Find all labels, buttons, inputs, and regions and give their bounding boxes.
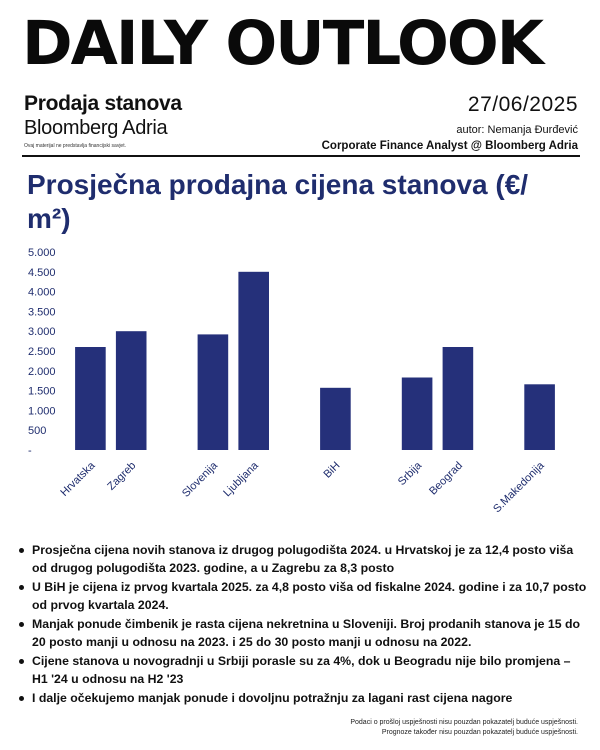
bar-ljubljana [238, 272, 269, 450]
bullet-item: Prosječna cijena novih stanova iz drugog polugodišta 2024. u Hrvatskoj je za 12,4 posto viša od drugog polugodišta 2023. godine, a u Zagrebu za 8,3 posto [18, 541, 588, 577]
y-tick-label: 500 [28, 425, 47, 438]
brand-name: Bloomberg Adria [24, 117, 168, 139]
bullet-item: I dalje očekujemo manjak ponude i dovoljnu potražnju za lagani rast cijena nagore [18, 689, 588, 707]
bullet-item: Cijene stanova u novogradnji u Srbiji porasle su za 4%, dok u Beogradu nije bilo promjena – H1 '24 u odnosu na H2 '23 [18, 652, 588, 688]
bullet-item: Manjak ponude čimbenik je rasta cijena nekretnina u Sloveniji. Broj prodanih stanova je 15 do 20 posto manji u odnosu na 2023. i 25 do 30 posto manji u odnosu na 2022. [18, 615, 588, 651]
bullet-item: U BiH je cijena iz prvog kvartala 2025. za 4,8 posto viša od fiskalne 2024. godine i za 10,7 posto od prvog kvartala 2024. [18, 578, 588, 614]
author-role: Corporate Finance Analyst @ Bloomberg Adria [321, 140, 578, 152]
header-left [24, 92, 182, 150]
masthead-title: DAILY OUTLOOK [22, 8, 542, 79]
bar-chart [0, 240, 600, 530]
disclaimer-line: Podaci o prošloj uspješnosti nisu pouzdan pokazatelj buduće uspješnosti. [350, 719, 578, 726]
y-tick-label: 4.000 [28, 286, 56, 299]
footer-disclaimer [350, 718, 578, 738]
y-tick-label: 1.000 [28, 405, 56, 418]
header-right [322, 92, 578, 154]
x-tick-label: Slovenija [179, 459, 221, 500]
x-tick-label: Ljubljana [221, 459, 261, 500]
bar-zagreb [116, 331, 147, 450]
y-tick-label: 2.000 [28, 365, 56, 378]
report-date: 27/06/2025 [467, 93, 578, 116]
x-tick-label: BiH [321, 459, 343, 481]
y-tick-label: 1.500 [28, 385, 56, 398]
report-topic: Prodaja stanova [24, 92, 182, 115]
bar-bih [320, 388, 351, 450]
disclaimer-note: Ovaj materijal ne predstavlja financijski savjet. [24, 143, 126, 149]
chart-title: Prosječna prodajna cijena stanova (€/ m²) [27, 169, 529, 234]
x-tick-label: Srbija [395, 459, 425, 489]
x-tick-label: Beograd [427, 459, 466, 498]
y-tick-label: 2.500 [28, 346, 56, 358]
y-tick-label: - [28, 445, 32, 457]
bar-hrvatska [75, 347, 106, 450]
author-line: autor: Nemanja Đurđević [456, 124, 578, 136]
bar-slovenija [198, 334, 229, 450]
x-tick-label: Zagreb [105, 459, 139, 493]
bar-srbija [402, 378, 433, 451]
bullet-list [18, 541, 588, 708]
bar-s-makedonija [524, 384, 555, 450]
x-tick-label: Hrvatska [58, 459, 98, 499]
y-tick-label: 5.000 [28, 247, 56, 259]
y-tick-label: 3.000 [28, 326, 56, 339]
y-tick-label: 3.500 [28, 306, 56, 319]
disclaimer-line: Prognoze također nisu pouzdan pokazatelj buduće uspješnosti. [381, 729, 578, 736]
x-tick-label: S.Makedonija [491, 459, 547, 516]
bar-beograd [443, 347, 474, 450]
y-tick-label: 4.500 [28, 266, 56, 279]
header-divider [22, 155, 580, 157]
